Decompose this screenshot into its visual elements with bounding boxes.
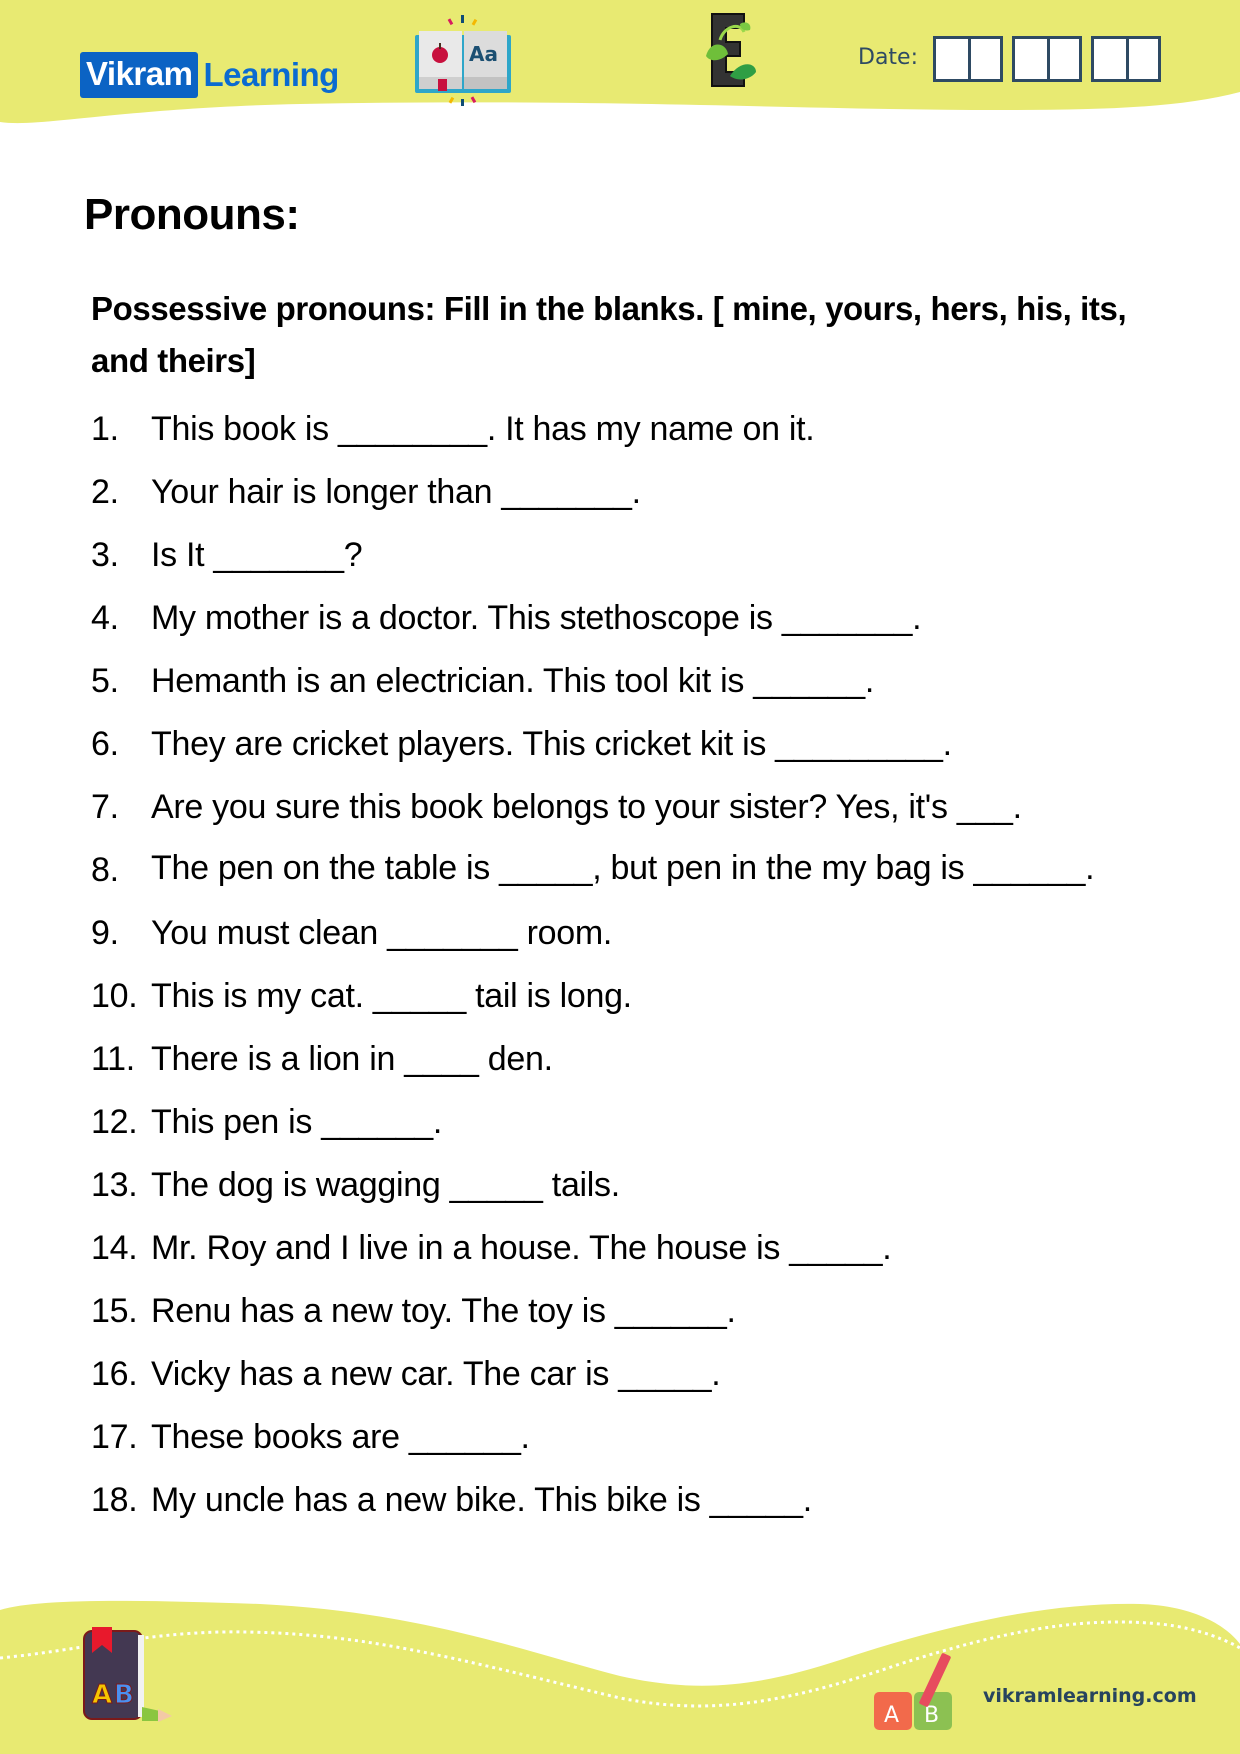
- question-item: [91, 1028, 1151, 1091]
- question-number: 17.: [91, 1418, 138, 1456]
- question-text: These books are ______.: [151, 1418, 530, 1456]
- question-text: Are you sure this book belongs to your sister? Yes, it's ___.: [151, 788, 1022, 826]
- question-number: 2.: [91, 473, 119, 511]
- date-month-digit-1[interactable]: [1015, 39, 1047, 79]
- date-day-digit-2[interactable]: [968, 39, 1000, 79]
- question-number: 1.: [91, 410, 119, 448]
- open-book-icon: [413, 15, 513, 107]
- question-item: [91, 965, 1151, 1028]
- question-item: [91, 1091, 1151, 1154]
- question-text: They are cricket players. This cricket kit is _________.: [151, 725, 952, 763]
- question-text: You must clean _______ room.: [151, 914, 612, 952]
- date-month-digit-2[interactable]: [1047, 39, 1079, 79]
- question-text: My mother is a doctor. This stethoscope is _______.: [151, 599, 922, 637]
- question-item: [91, 524, 1151, 587]
- question-text: Vicky has a new car. The car is _____.: [151, 1355, 721, 1393]
- question-text: This is my cat. _____ tail is long.: [151, 977, 632, 1015]
- date-fields: [933, 36, 1161, 82]
- date-year-digit-2[interactable]: [1126, 39, 1158, 79]
- date-year-field[interactable]: [1091, 36, 1161, 82]
- question-item: [91, 398, 1151, 461]
- question-item: [91, 1343, 1151, 1406]
- question-item: [91, 1280, 1151, 1343]
- question-number: 4.: [91, 599, 119, 637]
- question-item: [91, 713, 1151, 776]
- question-number: 10.: [91, 977, 138, 1015]
- question-number: 6.: [91, 725, 119, 763]
- svg-text:A: A: [92, 1680, 113, 1710]
- question-item: [91, 650, 1151, 713]
- question-number: 5.: [91, 662, 119, 700]
- ab-book-icon: [82, 1625, 182, 1725]
- question-text: Renu has a new toy. The toy is ______.: [151, 1292, 736, 1330]
- question-number: 12.: [91, 1103, 138, 1141]
- website-url: vikramlearning.com: [983, 1685, 1197, 1707]
- question-number: 9.: [91, 914, 119, 952]
- page-title: Pronouns:: [84, 190, 300, 239]
- question-item: [91, 776, 1151, 839]
- question-item: [91, 839, 1151, 902]
- question-number: 16.: [91, 1355, 138, 1393]
- svg-text:B: B: [114, 1680, 134, 1710]
- question-item: [91, 902, 1151, 965]
- question-item: [91, 1469, 1151, 1532]
- svg-text:B: B: [924, 1703, 940, 1728]
- question-list: [91, 398, 1151, 1532]
- footer-band: [0, 1590, 1240, 1754]
- question-text: Hemanth is an electrician. This tool kit is ______.: [151, 662, 875, 700]
- date-year-digit-1[interactable]: [1094, 39, 1126, 79]
- date-day-digit-1[interactable]: [936, 39, 968, 79]
- question-text: Your hair is longer than _______.: [151, 473, 641, 511]
- question-item: [91, 461, 1151, 524]
- question-item: [91, 1406, 1151, 1469]
- question-number: 15.: [91, 1292, 138, 1330]
- svg-text:Aa: Aa: [469, 42, 498, 66]
- question-text: The dog is wagging _____ tails.: [151, 1166, 620, 1204]
- question-item: [91, 1154, 1151, 1217]
- date-label: Date:: [858, 45, 918, 70]
- date-month-field[interactable]: [1012, 36, 1082, 82]
- question-number: 3.: [91, 536, 119, 574]
- question-item: [91, 587, 1151, 650]
- question-text: Is It _______?: [151, 536, 363, 574]
- question-number: 11.: [91, 1040, 135, 1078]
- question-number: 18.: [91, 1481, 138, 1519]
- question-number: 7.: [91, 788, 119, 826]
- letter-e-plant-icon: [700, 10, 770, 90]
- logo-vikram: Vikram: [80, 52, 198, 98]
- question-text: The pen on the table is _____, but pen in the my bag is ______.: [151, 849, 1095, 887]
- question-item: [91, 1217, 1151, 1280]
- question-number: 13.: [91, 1166, 138, 1204]
- question-text: My uncle has a new bike. This bike is _____.: [151, 1481, 812, 1519]
- question-text: This pen is ______.: [151, 1103, 443, 1141]
- instructions: Possessive pronouns: Fill in the blanks. [ mine, yours, hers, his, its, and theirs]: [91, 290, 1127, 379]
- question-text: This book is ________. It has my name on it.: [151, 410, 815, 448]
- question-text: There is a lion in ____ den.: [151, 1040, 553, 1078]
- ab-blocks-pencil-icon: [872, 1650, 962, 1732]
- question-number: 14.: [91, 1229, 138, 1267]
- question-number: 8.: [91, 851, 119, 889]
- vikram-learning-logo: [80, 51, 339, 99]
- date-day-field[interactable]: [933, 36, 1003, 82]
- svg-text:A: A: [884, 1703, 900, 1728]
- question-text: Mr. Roy and I live in a house. The house is _____.: [151, 1229, 892, 1267]
- logo-learning: Learning: [203, 56, 339, 93]
